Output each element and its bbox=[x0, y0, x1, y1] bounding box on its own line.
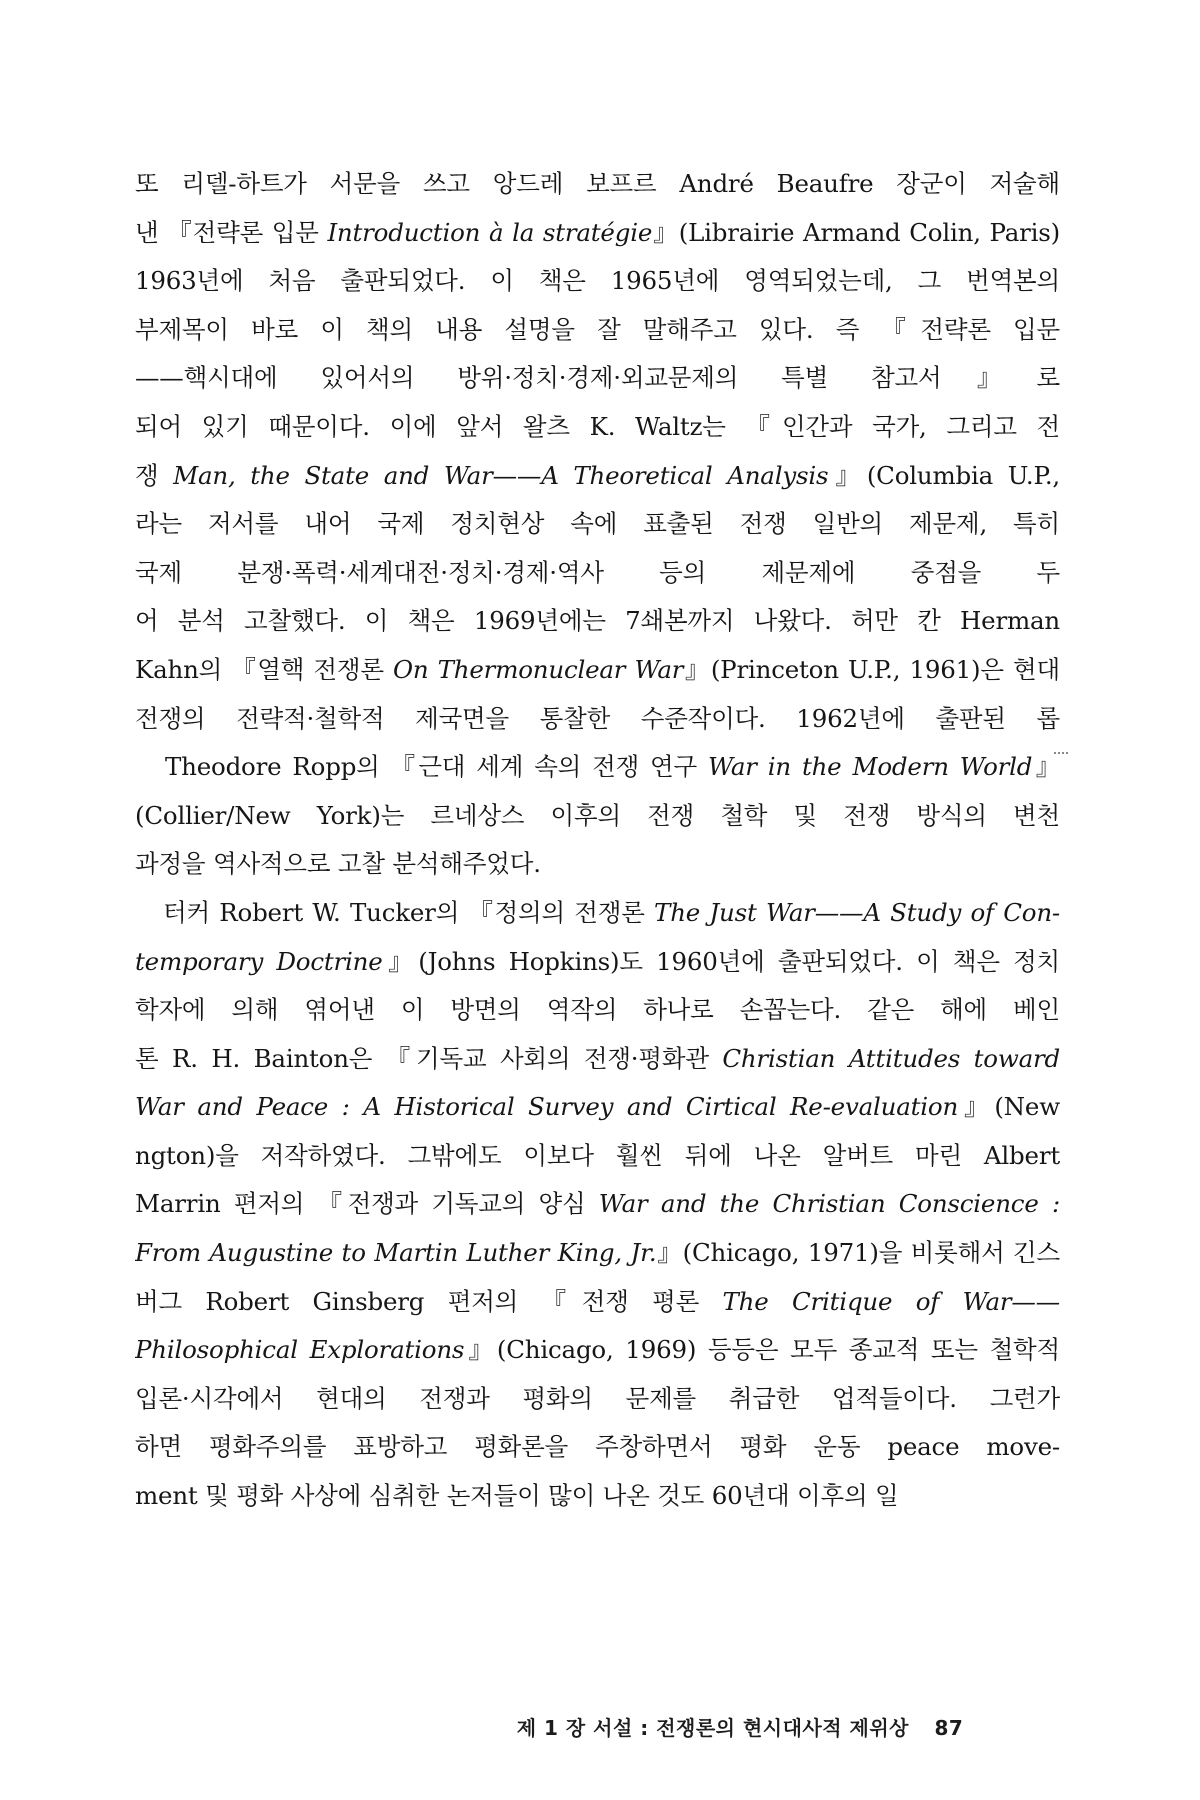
italic-title-segment: Christian Attitudes toward bbox=[722, 1043, 1060, 1073]
text-line bbox=[135, 1229, 1060, 1278]
text-segment: 』 bbox=[1032, 752, 1060, 782]
text-line bbox=[135, 160, 1060, 209]
text-segment: 낸 『전략론 입문 bbox=[135, 217, 328, 247]
italic-title-segment: Philosophical Explorations bbox=[135, 1335, 465, 1365]
text-line bbox=[135, 743, 1060, 792]
text-line bbox=[135, 500, 1060, 549]
text-segment: ——핵시대에 있어서의 방위·정치·경제·외교문제의 특별 참고서』로 bbox=[135, 363, 1060, 393]
text-line bbox=[135, 549, 1060, 598]
text-segment: 』(Princeton U.P., 1961)은 현대 bbox=[683, 654, 1060, 684]
text-segment: ment 및 평화 사상에 심취한 논저들이 많이 나온 것도 60년대 이후의 일 bbox=[135, 1481, 899, 1511]
italic-title-segment: On Thermonuclear War bbox=[393, 654, 684, 684]
text-line bbox=[135, 306, 1060, 355]
text-line bbox=[135, 695, 1060, 744]
text-segment: 1963년에 처음 출판되었다. 이 책은 1965년에 영역되었는데, 그 번역본의 bbox=[135, 266, 1060, 296]
text-line bbox=[135, 257, 1060, 306]
text-segment: 쟁 bbox=[135, 460, 174, 490]
text-segment: 』(Chicago, 1971)을 비롯해서 긴스 bbox=[656, 1238, 1060, 1268]
text-line bbox=[135, 1035, 1060, 1084]
text-segment: 』(Librairie Armand Colin, Paris) bbox=[652, 217, 1060, 247]
text-line bbox=[135, 1278, 1060, 1327]
text-segment: 』(New bbox=[958, 1092, 1060, 1122]
text-line bbox=[135, 209, 1060, 258]
text-line bbox=[135, 403, 1060, 452]
italic-title-segment: War and the Christian Conscience : bbox=[598, 1189, 1060, 1219]
italic-title-segment: The Critique of War—— bbox=[722, 1286, 1060, 1316]
page-footer bbox=[0, 1712, 1200, 1741]
text-line bbox=[135, 452, 1060, 501]
text-line bbox=[135, 1423, 1060, 1472]
text-segment: ngton)을 저작하였다. 그밖에도 이보다 훨씬 뒤에 나온 알버트 마린 Albert bbox=[135, 1140, 1060, 1170]
text-line bbox=[135, 597, 1060, 646]
text-line bbox=[135, 1180, 1060, 1229]
text-line bbox=[135, 1375, 1060, 1424]
page-number: 87 bbox=[934, 1716, 964, 1740]
margin-mark bbox=[1054, 752, 1068, 756]
text-segment: Kahn의 『열핵 전쟁론 bbox=[135, 654, 393, 684]
italic-title-segment: War and Peace : A Historical Survey and Cirtical Re-evaluation bbox=[135, 1092, 959, 1122]
text-line bbox=[135, 1472, 1060, 1521]
text-segment: 또 리델-하트가 서문을 쓰고 앙드레 보프르 André Beaufre 장군이 저술해 bbox=[135, 169, 1060, 198]
text-segment: 톤 R. H. Bainton은 『기독교 사회의 전쟁·평화관 bbox=[135, 1043, 723, 1073]
text-segment: 라는 저서를 내어 국제 정치현상 속에 표출된 전쟁 일반의 제문제, 특히 bbox=[135, 509, 1060, 539]
text-line bbox=[135, 1083, 1060, 1132]
text-segment: Marrin 편저의 『전쟁과 기독교의 양심 bbox=[135, 1189, 599, 1219]
text-line bbox=[135, 986, 1060, 1035]
text-segment: 부제목이 바로 이 책의 내용 설명을 잘 말해주고 있다. 즉 『전략론 입문 bbox=[135, 314, 1060, 344]
text-segment: 하면 평화주의를 표방하고 평화론을 주창하면서 평화 운동 peace move- bbox=[135, 1432, 1060, 1462]
text-line bbox=[135, 1132, 1060, 1181]
italic-title-segment: War in the Modern World bbox=[707, 752, 1033, 782]
chapter-title: 제 1 장 서설 : 전쟁론의 현시대사적 제위상 bbox=[516, 1716, 909, 1740]
text-line bbox=[135, 889, 1060, 938]
text-line bbox=[135, 1326, 1060, 1375]
italic-title-segment: temporary Doctrine bbox=[135, 946, 383, 976]
text-line bbox=[135, 840, 1060, 889]
text-segment: 전쟁의 전략적·철학적 제국면을 통찰한 수준작이다. 1962년에 출판된 롭 bbox=[135, 703, 1060, 733]
text-segment: 터커 Robert W. Tucker의 『정의의 전쟁론 bbox=[163, 897, 655, 927]
text-segment: 』(Chicago, 1969) 등등은 모두 종교적 또는 철학적 bbox=[464, 1335, 1060, 1365]
text-line bbox=[135, 646, 1060, 695]
text-segment: (Collier/New York)는 르네상스 이후의 전쟁 철학 및 전쟁 방식의 변천 bbox=[135, 800, 1060, 830]
text-line bbox=[135, 938, 1060, 987]
text-line bbox=[135, 792, 1060, 841]
text-segment: 과정을 역사적으로 고찰 분석해주었다. bbox=[135, 849, 541, 879]
italic-title-segment: From Augustine to Martin Luther King, Jr. bbox=[135, 1238, 657, 1268]
text-line bbox=[135, 354, 1060, 403]
text-segment: 어 분석 고찰했다. 이 책은 1969년에는 7쇄본까지 나왔다. 허만 칸 Herman bbox=[135, 606, 1060, 636]
text-segment: 국제 분쟁·폭력·세계대전·정치·경제·역사 등의 제문제에 중점을 두 bbox=[135, 557, 1060, 587]
italic-title-segment: Introduction à la stratégie bbox=[327, 217, 653, 247]
text-segment: 』(Columbia U.P., bbox=[828, 460, 1060, 490]
text-segment: 버그 Robert Ginsberg 편저의 『전쟁 평론 bbox=[135, 1286, 723, 1316]
text-segment: 입론·시각에서 현대의 전쟁과 평화의 문제를 취급한 업적들이다. 그런가 bbox=[135, 1383, 1060, 1413]
text-segment: Theodore Ropp의 『근대 세계 속의 전쟁 연구 bbox=[165, 752, 708, 782]
body-text bbox=[135, 160, 1060, 1521]
text-segment: 학자에 의해 엮어낸 이 방면의 역작의 하나로 손꼽는다. 같은 해에 베인 bbox=[135, 995, 1060, 1025]
italic-title-segment: The Just War——A Study of Con- bbox=[654, 897, 1060, 927]
italic-title-segment: Man, the State and War——A Theoretical Analysis bbox=[173, 460, 829, 490]
text-segment: 』(Johns Hopkins)도 1960년에 출판되었다. 이 책은 정치 bbox=[382, 946, 1060, 976]
text-segment: 되어 있기 때문이다. 이에 앞서 왈츠 K. Waltz는 『인간과 국가, 그리고 전 bbox=[135, 411, 1060, 441]
